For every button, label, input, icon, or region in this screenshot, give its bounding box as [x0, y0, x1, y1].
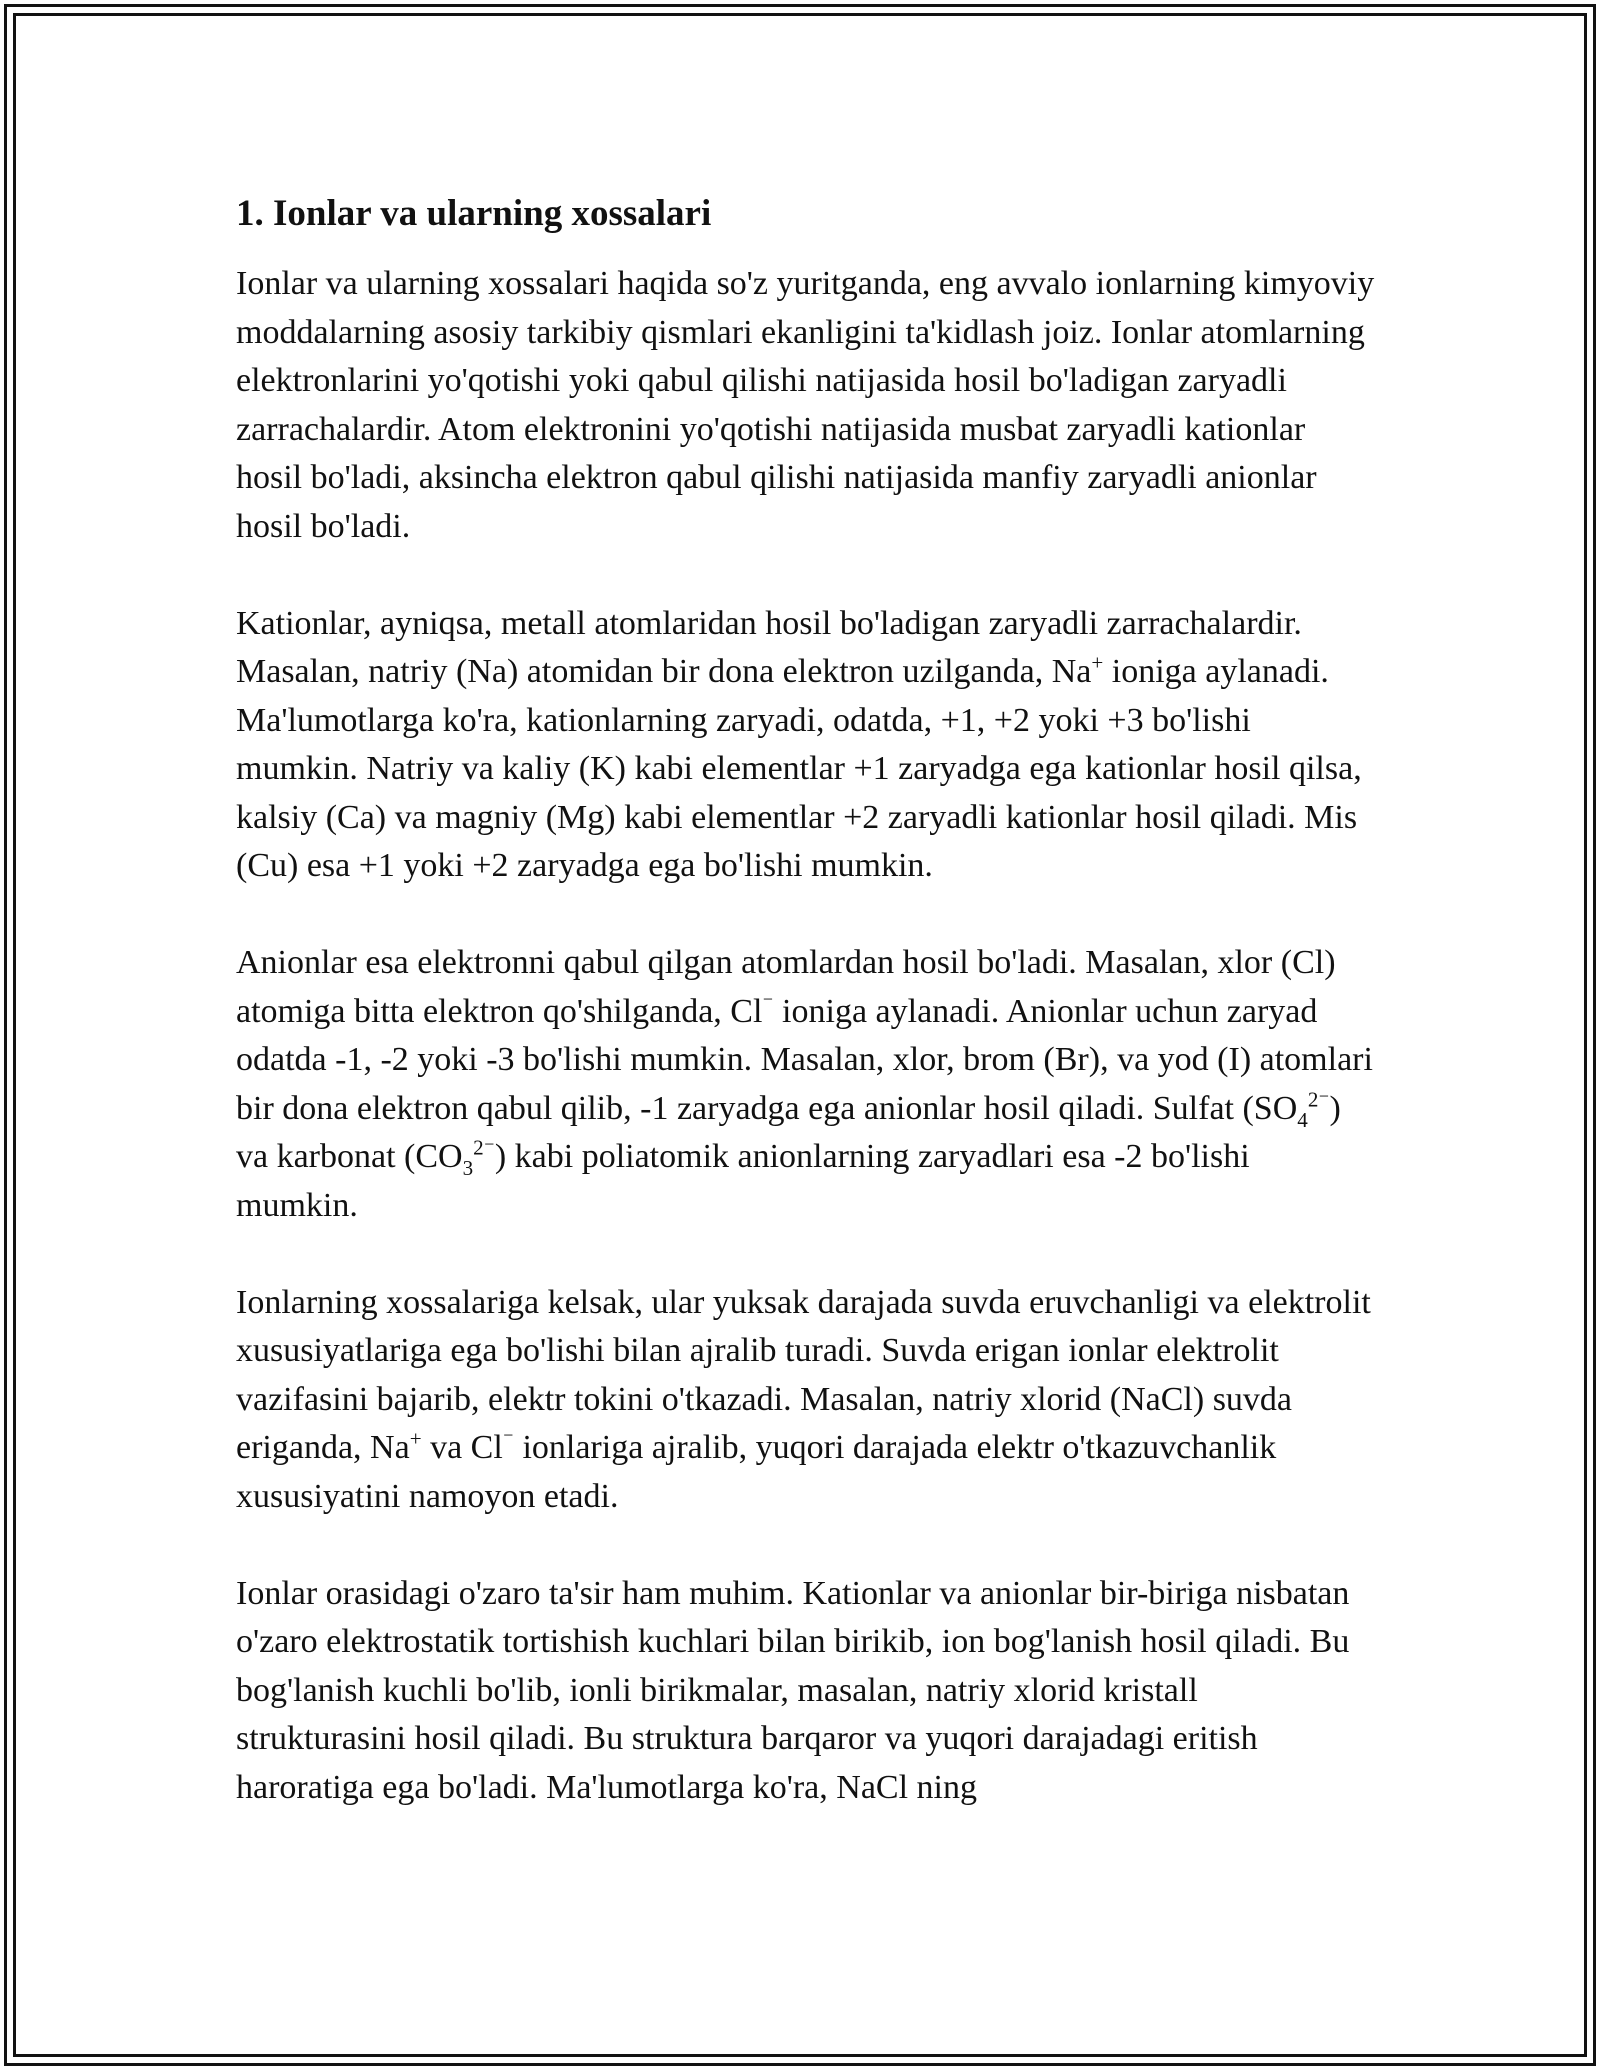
paragraph-cations: [236, 600, 1376, 891]
sulfate-subscript: 4: [1297, 1107, 1308, 1132]
paragraph-anions-text-1: Anionlar esa elektronni qabul qilgan atomlardan hosil bo'ladi. Masalan, xlor (Cl) atomiga bitta elektron qo'shilganda, Cl: [236, 944, 1336, 1030]
na-charge-superscript: +: [409, 1426, 422, 1451]
paragraph-anions-text-4: ) kabi poliatomik anionlarning zaryadlari esa -2 bo'lishi mumkin.: [236, 1138, 1250, 1224]
paragraph-interactions: Ionlar orasidagi o'zaro ta'sir ham muhim. Kationlar va anionlar bir-biriga nisbatan o'zaro elektrostatik tortishish kuchlari bilan birikib, ion bog'lanish hosil qiladi. Bu bog'lanish kuchli bo'lib, ionli birikmalar, masalan, natriy xlorid kristall strukturasini hosil qiladi. Bu struktura barqaror va yuqori darajadagi eritish haroratiga ega bo'ladi. Ma'lumotlarga ko'ra, NaCl ning: [236, 1574, 1350, 1806]
section-heading: 1. Ionlar va ularning xossalari: [236, 193, 712, 234]
paragraph-properties: [236, 1279, 1376, 1522]
carbonate-subscript: 3: [462, 1155, 474, 1180]
paragraph-properties-text-3: ionlariga ajralib, yuqori darajada elektr o'tkazuvchanlik xususiyatini namoyon etadi.: [236, 1429, 1277, 1515]
cl-charge-superscript: ⁻: [502, 1426, 514, 1451]
paragraph-properties-text-2: va Cl: [421, 1429, 503, 1466]
paragraph-anions-text-3: ) va karbonat (CO: [236, 1089, 1341, 1175]
sulfate-charge-superscript: 2⁻: [1307, 1087, 1330, 1112]
cl-charge-superscript: ⁻: [762, 990, 774, 1015]
paragraph-anions: [236, 939, 1376, 1230]
document-body: [236, 186, 1376, 1861]
paragraph-ions-intro: Ionlar va ularning xossalari haqida so'z yuritganda, eng avvalo ionlarning kimyoviy moddalarning asosiy tarkibiy qismlari ekanligini ta'kidlash joiz. Ionlar atomlarning elektronlarini yo'qotishi yoki qabul qilishi natijasida hosil bo'ladigan zaryadli zarrachalardir. Atom elektronini yo'qotishi natijasida musbat zaryadli kationlar hosil bo'ladi, aksincha elektron qabul qilishi natijasida manfiy zaryadli anionlar hosil bo'ladi.: [236, 265, 1375, 545]
paragraph-properties-text-1: Ionlarning xossalariga kelsak, ular yuksak darajada suvda eruvchanligi va elektrolit xususiyatlariga ega bo'lishi bilan ajralib turadi. Suvda erigan ionlar elektrolit vazifasini bajarib, elektr tokini o'tkazadi. Masalan, natriy xlorid (NaCl) suvda eriganda, Na: [236, 1283, 1371, 1466]
paragraph-anions-text-2: ioniga aylanadi. Anionlar uchun zaryad odatda -1, -2 yoki -3 bo'lishi mumkin. Masalan, xlor, brom (Br), va yod (I) atomlari bir dona elektron qabul qilib, -1 zaryadga ega anionlar hosil qiladi. Sulfat (SO: [236, 992, 1373, 1127]
paragraph-cations-text-2: ioniga aylanadi. Ma'lumotlarga ko'ra, kationlarning zaryadi, odatda, +1, +2 yoki +3 bo'lishi mumkin. Natriy va kaliy (K) kabi elementlar +1 zaryadga ega kationlar hosil qilsa, kalsiy (Ca) va magniy (Mg) kabi elementlar +2 zaryadli kationlar hosil qiladi. Mis (Cu) esa +1 yoki +2 zaryadga ega bo'lishi mumkin.: [236, 653, 1362, 884]
carbonate-charge-superscript: 2⁻: [473, 1135, 495, 1160]
paragraph-cations-text-1: Kationlar, ayniqsa, metall atomlaridan hosil bo'ladigan zaryadli zarrachalardir. Masalan, natriy (Na) atomidan bir dona elektron uzilganda, Na: [236, 604, 1302, 690]
na-charge-superscript: +: [1091, 650, 1104, 675]
